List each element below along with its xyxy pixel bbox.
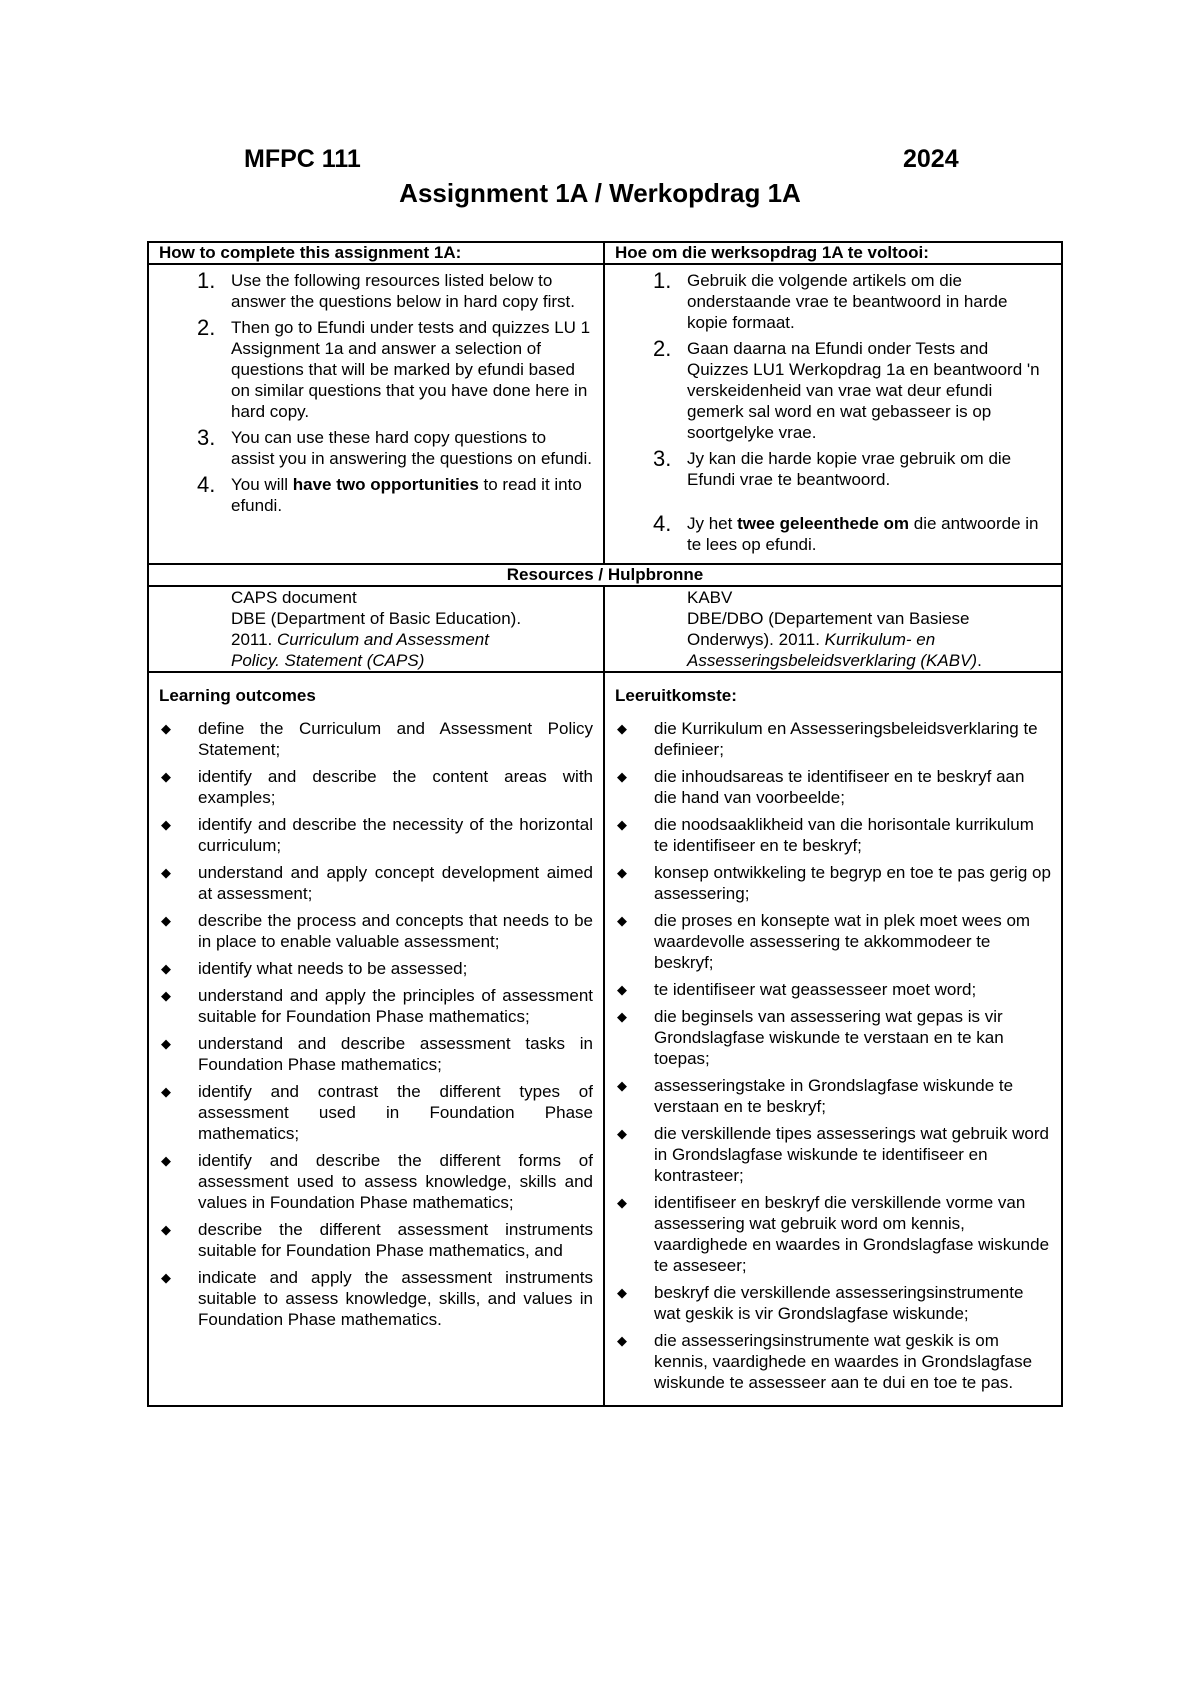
resources-heading: Resources / Hulpbronne xyxy=(506,565,704,584)
instruction-text: Gaan daarna na Efundi onder Tests and Quizzes LU1 Werkopdrag 1a en beantwoord 'n verskeidenheid van vrae wat deur efundi gemerk sal word en wat gebasseer is op soortgelyke vrae. xyxy=(687,339,1040,442)
bullet-icon: ◆ xyxy=(617,913,627,928)
outcome-item xyxy=(159,814,593,856)
bullet-icon: ◆ xyxy=(161,865,171,880)
instruction-item xyxy=(653,269,1051,333)
instruction-item xyxy=(653,337,1051,443)
outcome-item xyxy=(615,910,1051,973)
instruction-number: 4. xyxy=(653,511,672,536)
instruction-text: You will have two opportunities to read it into efundi. xyxy=(231,475,582,515)
outcome-text: identify and describe the content areas with examples; xyxy=(198,767,593,807)
outcome-text: die assesseringsinstrumente wat geskik is om kennis, vaardighede en waardes in Grondslagfase wiskunde te assesseer aan te dui en toe te pas. xyxy=(654,1331,1033,1392)
outcome-item xyxy=(159,1150,593,1213)
bullet-icon: ◆ xyxy=(161,961,171,976)
bullet-icon: ◆ xyxy=(161,721,171,736)
outcome-text: die inhoudsareas te identifiseer en te beskryf aan die hand van voorbeelde; xyxy=(654,767,1025,807)
bullet-icon: ◆ xyxy=(161,913,171,928)
outcome-text: identify and contrast the different types of assessment used in Foundation Phase mathematics; xyxy=(198,1082,593,1143)
assignment-table xyxy=(147,241,1063,1407)
bullet-icon: ◆ xyxy=(617,1285,627,1300)
instruction-text: Jy het twee geleenthede om die antwoorde in te lees op efundi. xyxy=(687,514,1039,554)
outcome-item xyxy=(615,766,1051,808)
outcome-item xyxy=(615,1123,1051,1186)
instruction-number: 3. xyxy=(197,425,216,450)
outcome-item xyxy=(159,718,593,760)
outcome-text: beskryf die verskillende assesseringsinstrumente wat geskik is vir Grondslagfase wiskunde; xyxy=(654,1283,1024,1323)
instruction-item xyxy=(197,473,593,516)
instructions-heading-en: How to complete this assignment 1A: xyxy=(149,243,605,263)
resource-line: Assesseringsbeleidsverklaring (KABV). xyxy=(687,651,982,670)
outcome-text: describe the process and concepts that needs to be in place to enable valuable assessment; xyxy=(198,911,593,951)
bullet-icon: ◆ xyxy=(617,1195,627,1210)
instructions-af xyxy=(605,265,1061,563)
resources-row xyxy=(149,587,1061,673)
resource-line: Onderwys). 2011. Kurrikulum- en xyxy=(687,630,936,649)
resource-line: DBE (Department of Basic Education). xyxy=(231,609,522,628)
outcomes-af xyxy=(605,673,1061,1405)
bullet-icon: ◆ xyxy=(617,982,627,997)
instruction-item xyxy=(653,447,1051,490)
bullet-icon: ◆ xyxy=(161,817,171,832)
bullet-icon: ◆ xyxy=(617,721,627,736)
bullet-icon: ◆ xyxy=(617,1078,627,1093)
outcome-item xyxy=(615,1006,1051,1069)
instruction-number: 2. xyxy=(197,315,216,340)
outcome-item xyxy=(159,1033,593,1075)
outcome-text: die beginsels van assessering wat gepas is vir Grondslagfase wiskunde te verstaan en te kan toepas; xyxy=(654,1007,1004,1068)
outcome-item xyxy=(159,862,593,904)
outcome-text: die Kurrikulum en Assesseringsbeleidsverklaring te definieer; xyxy=(654,719,1038,759)
bullet-icon: ◆ xyxy=(617,1126,627,1141)
outcome-item xyxy=(615,1192,1051,1276)
outcome-text: define the Curriculum and Assessment Policy Statement; xyxy=(198,719,593,759)
instruction-number: 4. xyxy=(197,472,216,497)
outcome-item xyxy=(615,718,1051,760)
instruction-text: Gebruik die volgende artikels om die onderstaande vrae te beantwoord in harde kopie formaat. xyxy=(687,271,1008,332)
resources-af xyxy=(605,587,1061,671)
instructions-row xyxy=(149,265,1061,565)
resource-line: 2011. Curriculum and Assessment xyxy=(231,630,489,649)
instruction-text: You can use these hard copy questions to assist you in answering the questions on efundi. xyxy=(231,428,593,468)
outcome-item xyxy=(615,1282,1051,1324)
instruction-item xyxy=(197,426,593,469)
instruction-item xyxy=(653,512,1051,555)
instructions-heading-af: Hoe om die werksopdrag 1A te voltooi: xyxy=(615,243,929,262)
outcome-item xyxy=(159,1081,593,1144)
instructions-heading-row xyxy=(149,243,1061,265)
bullet-icon: ◆ xyxy=(161,1036,171,1051)
instruction-text: Use the following resources listed below to answer the questions below in hard copy first. xyxy=(231,271,575,311)
outcome-item xyxy=(615,862,1051,904)
outcome-text: understand and apply the principles of assessment suitable for Foundation Phase mathematics; xyxy=(198,986,593,1026)
outcome-item xyxy=(159,766,593,808)
bullet-icon: ◆ xyxy=(161,1084,171,1099)
outcome-text: die verskillende tipes assesserings wat gebruik word in Grondslagfase wiskunde te identifiseer en kontrasteer; xyxy=(654,1124,1049,1185)
bullet-icon: ◆ xyxy=(617,865,627,880)
instruction-item xyxy=(197,269,593,312)
instruction-item xyxy=(197,316,593,422)
resources-heading-row xyxy=(149,565,1061,587)
resource-line: Policy. Statement (CAPS) xyxy=(231,651,425,670)
outcome-text: describe the different assessment instruments suitable for Foundation Phase mathematics, and xyxy=(198,1220,593,1260)
outcomes-title-af: Leeruitkomste: xyxy=(615,686,737,705)
outcome-text: konsep ontwikkeling te begryp en toe te pas gerig op assessering; xyxy=(654,863,1051,903)
bullet-icon: ◆ xyxy=(617,817,627,832)
instructions-en xyxy=(149,265,605,563)
outcome-text: understand and apply concept development aimed at assessment; xyxy=(198,863,593,903)
instruction-number: 1. xyxy=(197,268,216,293)
outcomes-title-en: Learning outcomes xyxy=(159,686,316,705)
resource-line: KABV xyxy=(687,588,733,607)
outcome-text: identify and describe the necessity of the horizontal curriculum; xyxy=(198,815,593,855)
outcome-text: die proses en konsepte wat in plek moet wees om waardevolle assessering te akkommodeer te beskryf; xyxy=(654,911,1031,972)
outcomes-row xyxy=(149,673,1061,1405)
resource-line: DBE/DBO (Departement van Basiese xyxy=(687,609,970,628)
instruction-text: Jy kan die harde kopie vrae gebruik om die Efundi vrae te beantwoord. xyxy=(687,449,1012,489)
outcome-item xyxy=(615,979,1051,1000)
bullet-icon: ◆ xyxy=(617,1333,627,1348)
outcome-text: te identifiseer wat geassesseer moet word; xyxy=(654,980,977,999)
outcome-item xyxy=(159,958,593,979)
instruction-number: 2. xyxy=(653,336,672,361)
bullet-icon: ◆ xyxy=(161,1222,171,1237)
outcome-text: die noodsaaklikheid van die horisontale kurrikulum te identifiseer en te beskryf; xyxy=(654,815,1034,855)
outcome-text: identifiseer en beskryf die verskillende vorme van assessering wat gebruik word om kennis, vaardighede en waardes in Grondslagfase wiskunde te asseseer; xyxy=(654,1193,1050,1275)
outcome-text: indicate and apply the assessment instruments suitable to assess knowledge, skills, and values in Foundation Phase mathematics. xyxy=(198,1268,593,1329)
outcome-item xyxy=(615,1330,1051,1393)
outcome-text: understand and describe assessment tasks in Foundation Phase mathematics; xyxy=(198,1034,593,1074)
instruction-number: 1. xyxy=(653,268,672,293)
resource-line: CAPS document xyxy=(231,588,357,607)
course-code: MFPC 111 xyxy=(244,145,361,173)
instruction-text: Then go to Efundi under tests and quizzes LU 1 Assignment 1a and answer a selection of questions that will be marked by efundi based on similar questions that you have done here in hard copy. xyxy=(231,318,591,421)
outcome-item xyxy=(159,1219,593,1261)
bullet-icon: ◆ xyxy=(161,769,171,784)
bullet-icon: ◆ xyxy=(161,1270,171,1285)
resources-en xyxy=(149,587,605,671)
outcome-text: assesseringstake in Grondslagfase wiskunde te verstaan en te beskryf; xyxy=(654,1076,1014,1116)
outcome-item xyxy=(615,814,1051,856)
instruction-number: 3. xyxy=(653,446,672,471)
bullet-icon: ◆ xyxy=(161,988,171,1003)
year: 2024 xyxy=(903,145,959,173)
outcome-item xyxy=(615,1075,1051,1117)
outcome-item xyxy=(159,1267,593,1330)
bullet-icon: ◆ xyxy=(161,1153,171,1168)
outcomes-en xyxy=(149,673,605,1405)
outcome-item xyxy=(159,910,593,952)
outcome-text: identify and describe the different forms of assessment used to assess knowledge, skills and values in Foundation Phase mathematics; xyxy=(198,1151,593,1212)
bullet-icon: ◆ xyxy=(617,769,627,784)
outcome-text: identify what needs to be assessed; xyxy=(198,959,468,978)
outcome-item xyxy=(159,985,593,1027)
bullet-icon: ◆ xyxy=(617,1009,627,1024)
document-title: Assignment 1A / Werkopdrag 1A xyxy=(399,178,801,208)
